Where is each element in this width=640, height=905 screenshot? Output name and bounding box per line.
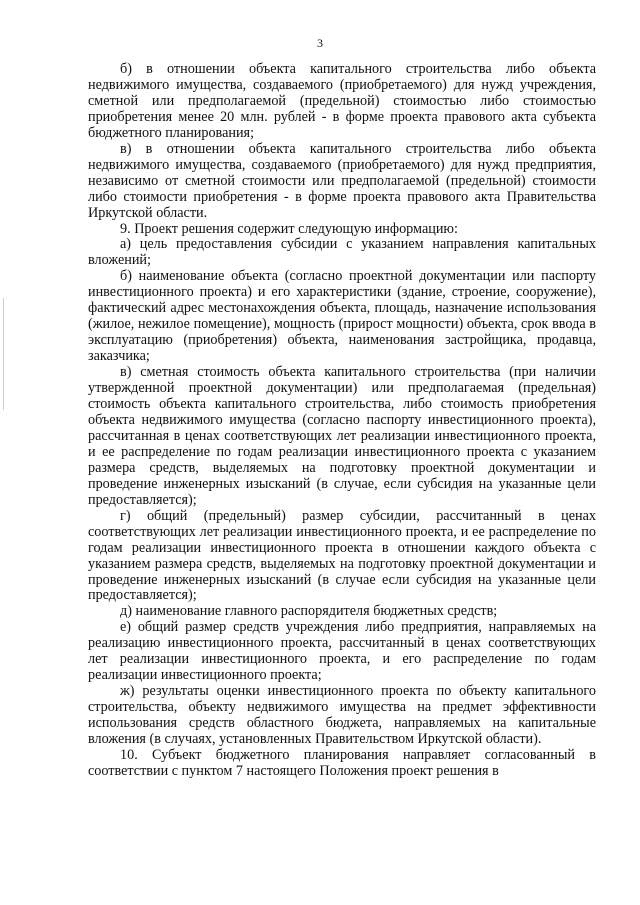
- paragraph-e-own-funds: е) общий размер средств учреждения либо предприятия, направляемых на реализацию инвестиционного проекта, рассчитанный в ценах соответствующих лет реализации инвестиционного проекта, и его распределение по годам реализации инвестиционного проекта;: [88, 619, 596, 684]
- paragraph-9-decision-content: 9. Проект решения содержит следующую информацию:: [120, 220, 458, 237]
- paragraph-d-budget-manager: д) наименование главного распорядителя бюджетных средств;: [120, 603, 498, 620]
- paragraph-b-object-name: б) наименование объекта (согласно проектной документации или паспорту инвестиционного проекта) и его характеристики (здание, строение, сооружение), фактический адрес местонахождения объекта, площадь, назначение использования (жилое, нежилое помещение), мощность (прирост мощности) объекта, срок ввода в эксплуатацию (приобретения) объекта, наименования застройщика, продавца, заказчика;: [88, 268, 596, 365]
- paragraph-v-object-enterprise: в) в отношении объекта капитального строительства либо объекта недвижимого имущества, создаваемого (приобретаемого) для нужд предприятия, независимо от сметной стоимости или предполагаемой (предельной) стоимости либо стоимости приобретения - в форме проекта правового акта Правительства Иркутской области.: [88, 140, 596, 221]
- paragraph-10-submission: 10. Субъект бюджетного планирования направляет согласованный в соответствии с пунктом 7 настоящего Положения проект решения в: [88, 746, 596, 779]
- paragraph-g-subsidy-amount: г) общий (предельный) размер субсидии, рассчитанный в ценах соответствующих лет реализации инвестиционного проекта, и ее распределение по годам реализации инвестиционного проекта в отношении каждого объекта с указанием размера средств, выделяемых на подготовку проектной документации и проведение инженерных изысканий (в случае если субсидия на указанные цели предоставляется);: [88, 507, 596, 604]
- page-number: 3: [317, 36, 323, 50]
- paragraph-a-subsidy-purpose: а) цель предоставления субсидии с указанием направления капитальных вложений;: [88, 236, 596, 269]
- scan-edge-mark: [3, 298, 4, 410]
- document-body: [88, 62, 596, 780]
- paragraph-zh-evaluation-results: ж) результаты оценки инвестиционного проекта по объекту капитального строительства, объекту недвижимого имущества на предмет эффективности использования средств областного бюджета, направляемых на капитальные вложения (в случаях, установленных Правительством Иркутской области).: [88, 683, 596, 748]
- paragraph-b-object-institution: б) в отношении объекта капитального строительства либо объекта недвижимого имущества, создаваемого (приобретаемого) для нужд учреждения, сметной или предполагаемой (предельной) стоимостью либо стоимостью приобретения менее 20 млн. рублей - в форме проекта правового акта субъекта бюджетного планирования;: [88, 61, 596, 141]
- paragraph-v-estimated-cost: в) сметная стоимость объекта капитального строительства (при наличии утвержденной проектной документации) или предполагаемая (предельная) стоимость объекта капитального строительства, либо стоимость приобретения объекта недвижимого имущества (согласно паспорту инвестиционного проекта), рассчитанная в ценах соответствующих лет реализации инвестиционного проекта, и ее распределение по годам реализации инвестиционного проекта с указанием размера средств, выделяемых на подготовку проектной документации и проведение инженерных изысканий (в случае, если субсидия на указанные цели предоставляется);: [88, 364, 596, 508]
